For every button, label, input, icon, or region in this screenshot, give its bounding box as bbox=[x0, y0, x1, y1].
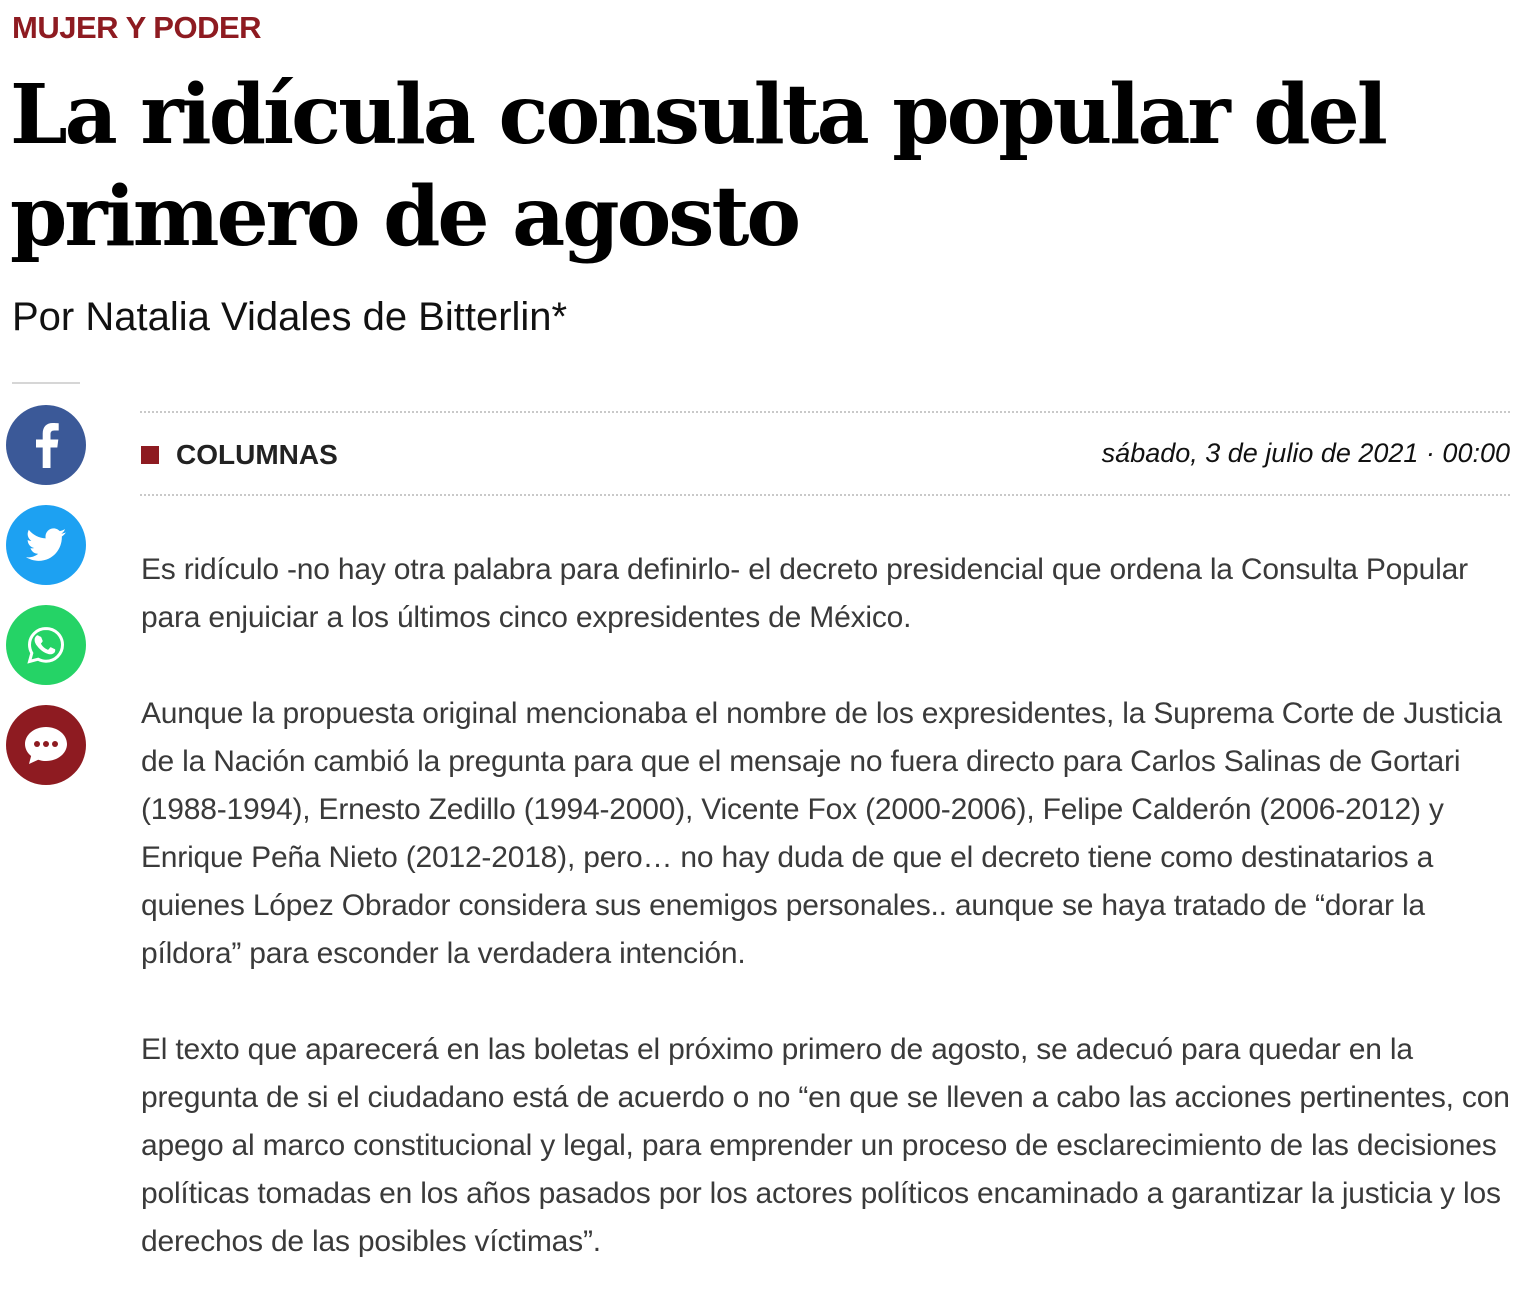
article-paragraph: Aunque la propuesta original mencionaba el nombre de los expresidentes, la Suprema Corte de Justicia de la Nación cambió la pregunta para que el mensaje no fuera directo para Carlos Salinas de Gortari (1988-1994), Ernesto Zedillo (1994-2000), Vicente Fox (2000-2006), Felipe Calderón (2006-2012) y Enrique Peña Nieto (2012-2018), pero… no hay duda de que el decreto tiene como destinatarios a quienes López Obrador considera sus enemigos personales.. aunque se haya tratado de “dorar la píldora” para esconder la verdadera intención. bbox=[141, 697, 1502, 970]
share-whatsapp-button[interactable] bbox=[6, 605, 86, 685]
article-paragraph: Es ridículo -no hay otra palabra para definirlo- el decreto presidencial que ordena la Consulta Popular para enjuiciar a los últimos cinco expresidentes de México. bbox=[141, 553, 1468, 634]
section-kicker-link[interactable]: MUJER Y PODER bbox=[12, 10, 262, 45]
share-twitter-button[interactable] bbox=[6, 505, 86, 585]
comment-icon bbox=[23, 724, 69, 766]
article-headline: La ridícula consulta popular del primero de agosto bbox=[10, 67, 1385, 265]
meta-top-divider bbox=[140, 411, 1510, 413]
article-byline: Por Natalia Vidales de Bitterlin* bbox=[12, 295, 568, 339]
byline-divider bbox=[12, 382, 80, 384]
meta-bottom-divider bbox=[140, 494, 1510, 496]
section-marker-square bbox=[141, 446, 159, 464]
facebook-icon bbox=[31, 422, 61, 468]
section-link-columnas[interactable]: COLUMNAS bbox=[176, 439, 338, 470]
twitter-icon bbox=[26, 528, 66, 562]
share-facebook-button[interactable] bbox=[6, 405, 86, 485]
publish-date: sábado, 3 de julio de 2021 · 00:00 bbox=[1101, 438, 1510, 468]
article-paragraph: El texto que aparecerá en las boletas el próximo primero de agosto, se adecuó para quedar en la pregunta de si el ciudadano está de acuerdo o no “en que se lleven a cabo las acciones pertinentes, con apego al marco constitucional y legal, para emprender un proceso de esclarecimiento de las decisiones políticas tomadas en los años pasados por los actores políticos encaminado a garantizar la justicia y los derechos de las posibles víctimas”. bbox=[141, 1033, 1510, 1258]
share-comments-button[interactable] bbox=[6, 705, 86, 785]
article-body bbox=[141, 546, 1513, 1314]
whatsapp-icon bbox=[25, 624, 67, 666]
